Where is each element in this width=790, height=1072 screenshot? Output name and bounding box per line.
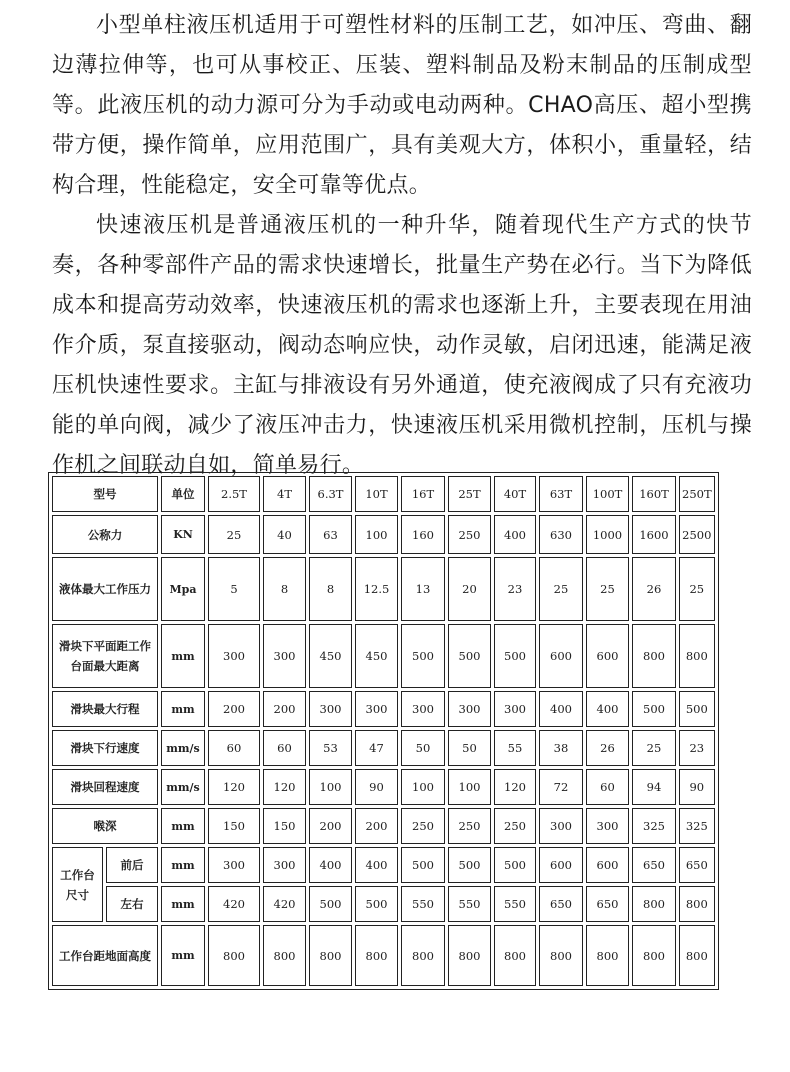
header-model-1: 4T <box>263 476 306 512</box>
row-value: 325 <box>632 808 676 844</box>
row-value: 1600 <box>632 515 676 554</box>
row-value: 60 <box>586 769 629 805</box>
table-row <box>52 515 715 554</box>
row-value: 800 <box>355 925 398 986</box>
row-value: 23 <box>494 557 536 621</box>
table-row-worktable <box>52 886 715 922</box>
row-value: 60 <box>263 730 306 766</box>
row-value: 200 <box>263 691 306 727</box>
row-value: 400 <box>539 691 583 727</box>
row-value: 23 <box>679 730 715 766</box>
row-value: 500 <box>401 847 445 883</box>
row-value: 400 <box>355 847 398 883</box>
row-value: 500 <box>401 624 445 688</box>
row-value: 25 <box>539 557 583 621</box>
row-value: 650 <box>679 847 715 883</box>
row-value: 90 <box>355 769 398 805</box>
table-row <box>52 730 715 766</box>
row-value: 25 <box>679 557 715 621</box>
row-value: 25 <box>586 557 629 621</box>
row-value: 800 <box>494 925 536 986</box>
header-model-4: 16T <box>401 476 445 512</box>
row-value: 800 <box>679 886 715 922</box>
row-value: 300 <box>448 691 491 727</box>
row-value: 38 <box>539 730 583 766</box>
row-value: 800 <box>632 886 676 922</box>
row-label: 滑块回程速度 <box>52 769 158 805</box>
row-unit: KN <box>161 515 205 554</box>
row-value: 150 <box>263 808 306 844</box>
row-value: 50 <box>448 730 491 766</box>
row-value: 200 <box>355 808 398 844</box>
row-value: 600 <box>586 847 629 883</box>
row-value: 300 <box>263 624 306 688</box>
row-value: 72 <box>539 769 583 805</box>
row-value: 250 <box>448 808 491 844</box>
row-unit: mm <box>161 624 205 688</box>
row-value: 800 <box>263 925 306 986</box>
paragraph-fast-press: 快速液压机是普通液压机的一种升华，随着现代生产方式的快节奏，各种零部件产品的需求快速增长，批量生产势在必行。当下为降低成本和提高劳动效率，快速液压机的需求也逐渐上升，主要表现在用油作介质，泵直接驱动，阀动态响应快，动作灵敏，启闭迅速，能满足液压机快速性要求。主缸与排液设有另外通道，使充液阀成了只有充液功能的单向阀，减少了液压冲击力，快速液压机采用微机控制，压机与操作机之间联动自如，简单易行。 <box>52 213 752 478</box>
header-model-10: 250T <box>679 476 715 512</box>
row-value: 250 <box>448 515 491 554</box>
row-value: 420 <box>263 886 306 922</box>
row-value: 400 <box>309 847 352 883</box>
row-value: 26 <box>586 730 629 766</box>
row-value: 630 <box>539 515 583 554</box>
row-value: 800 <box>679 925 715 986</box>
header-model-9: 160T <box>632 476 676 512</box>
row-value: 50 <box>401 730 445 766</box>
row-value: 300 <box>539 808 583 844</box>
header-unit-label: 单位 <box>161 476 205 512</box>
spec-table <box>48 472 719 990</box>
row-value: 800 <box>632 624 676 688</box>
row-value: 600 <box>586 624 629 688</box>
row-value: 300 <box>586 808 629 844</box>
table-row <box>52 691 715 727</box>
row-value: 5 <box>208 557 260 621</box>
table-row <box>52 557 715 621</box>
row-label: 滑块下行速度 <box>52 730 158 766</box>
row-unit: mm/s <box>161 769 205 805</box>
row-label: 喉深 <box>52 808 158 844</box>
row-label: 滑块最大行程 <box>52 691 158 727</box>
row-value: 13 <box>401 557 445 621</box>
row-value: 650 <box>539 886 583 922</box>
row-value: 600 <box>539 624 583 688</box>
row-value: 150 <box>208 808 260 844</box>
row-value: 300 <box>309 691 352 727</box>
row-value: 300 <box>401 691 445 727</box>
row-value: 160 <box>401 515 445 554</box>
row-unit: mm/s <box>161 730 205 766</box>
row-value: 500 <box>448 847 491 883</box>
row-value: 53 <box>309 730 352 766</box>
row-value: 90 <box>679 769 715 805</box>
row-unit: mm <box>161 925 205 986</box>
row-value: 800 <box>632 925 676 986</box>
row-value: 500 <box>355 886 398 922</box>
row-value: 400 <box>494 515 536 554</box>
row-unit: mm <box>161 847 205 883</box>
row-value: 12.5 <box>355 557 398 621</box>
row-label: 滑块下平面距工作台面最大距离 <box>52 624 158 688</box>
header-model-5: 25T <box>448 476 491 512</box>
row-unit: mm <box>161 886 205 922</box>
row-value: 420 <box>208 886 260 922</box>
row-value: 300 <box>355 691 398 727</box>
row-value: 8 <box>309 557 352 621</box>
row-value: 800 <box>586 925 629 986</box>
row-value: 40 <box>263 515 306 554</box>
row-value: 800 <box>539 925 583 986</box>
paragraph-intro: 小型单柱液压机适用于可塑性材料的压制工艺，如冲压、弯曲、翻边薄拉伸等，也可从事校正、压装、塑料制品及粉末制品的压制成型等。此液压机的动力源可分为手动或电动两种。CHAO高压、超小型携带方便，操作简单，应用范围广，具有美观大方，体积小，重量轻，结构合理，性能稳定，安全可靠等优点。 <box>52 13 752 198</box>
row-value: 2500 <box>679 515 715 554</box>
row-value: 200 <box>309 808 352 844</box>
row-value: 300 <box>208 847 260 883</box>
row-value: 63 <box>309 515 352 554</box>
row-value: 500 <box>309 886 352 922</box>
row-value: 100 <box>355 515 398 554</box>
header-model-2: 6.3T <box>309 476 352 512</box>
row-value: 450 <box>355 624 398 688</box>
row-value: 400 <box>586 691 629 727</box>
row-value: 650 <box>632 847 676 883</box>
row-value: 120 <box>208 769 260 805</box>
row-value: 550 <box>448 886 491 922</box>
row-value: 100 <box>309 769 352 805</box>
row-value: 60 <box>208 730 260 766</box>
row-value: 500 <box>494 624 536 688</box>
row-value: 800 <box>679 624 715 688</box>
row-value: 47 <box>355 730 398 766</box>
row-value: 500 <box>448 624 491 688</box>
row-value: 800 <box>208 925 260 986</box>
row-value: 550 <box>494 886 536 922</box>
row-value: 26 <box>632 557 676 621</box>
row-unit: mm <box>161 808 205 844</box>
row-value: 250 <box>494 808 536 844</box>
row-value: 500 <box>679 691 715 727</box>
header-model-3: 10T <box>355 476 398 512</box>
row-value: 8 <box>263 557 306 621</box>
row-value: 25 <box>632 730 676 766</box>
row-value: 800 <box>401 925 445 986</box>
table-row <box>52 624 715 688</box>
row-value: 800 <box>448 925 491 986</box>
row-value: 300 <box>208 624 260 688</box>
row-value: 300 <box>263 847 306 883</box>
row-unit: mm <box>161 691 205 727</box>
header-model-0: 2.5T <box>208 476 260 512</box>
header-model-6: 40T <box>494 476 536 512</box>
row-value: 325 <box>679 808 715 844</box>
row-value: 25 <box>208 515 260 554</box>
row-value: 200 <box>208 691 260 727</box>
table-row <box>52 769 715 805</box>
row-value: 450 <box>309 624 352 688</box>
worktable-group-label: 工作台尺寸 <box>52 847 103 922</box>
row-value: 650 <box>586 886 629 922</box>
row-value: 100 <box>401 769 445 805</box>
row-value: 800 <box>309 925 352 986</box>
row-label: 工作台距地面高度 <box>52 925 158 986</box>
row-value: 55 <box>494 730 536 766</box>
row-value: 20 <box>448 557 491 621</box>
table-row <box>52 925 715 986</box>
header-model-label: 型号 <box>52 476 158 512</box>
article-body <box>52 6 752 486</box>
row-value: 1000 <box>586 515 629 554</box>
worktable-sub-label: 左右 <box>106 886 158 922</box>
row-value: 300 <box>494 691 536 727</box>
worktable-sub-label: 前后 <box>106 847 158 883</box>
row-value: 550 <box>401 886 445 922</box>
row-value: 120 <box>263 769 306 805</box>
row-label: 液体最大工作压力 <box>52 557 158 621</box>
table-row <box>52 808 715 844</box>
row-unit: Mpa <box>161 557 205 621</box>
row-value: 120 <box>494 769 536 805</box>
row-value: 250 <box>401 808 445 844</box>
row-value: 600 <box>539 847 583 883</box>
row-value: 500 <box>494 847 536 883</box>
table-row-worktable <box>52 847 715 883</box>
header-model-8: 100T <box>586 476 629 512</box>
table-header-row <box>52 476 715 512</box>
header-model-7: 63T <box>539 476 583 512</box>
row-value: 500 <box>632 691 676 727</box>
row-value: 100 <box>448 769 491 805</box>
row-label: 公称力 <box>52 515 158 554</box>
row-value: 94 <box>632 769 676 805</box>
